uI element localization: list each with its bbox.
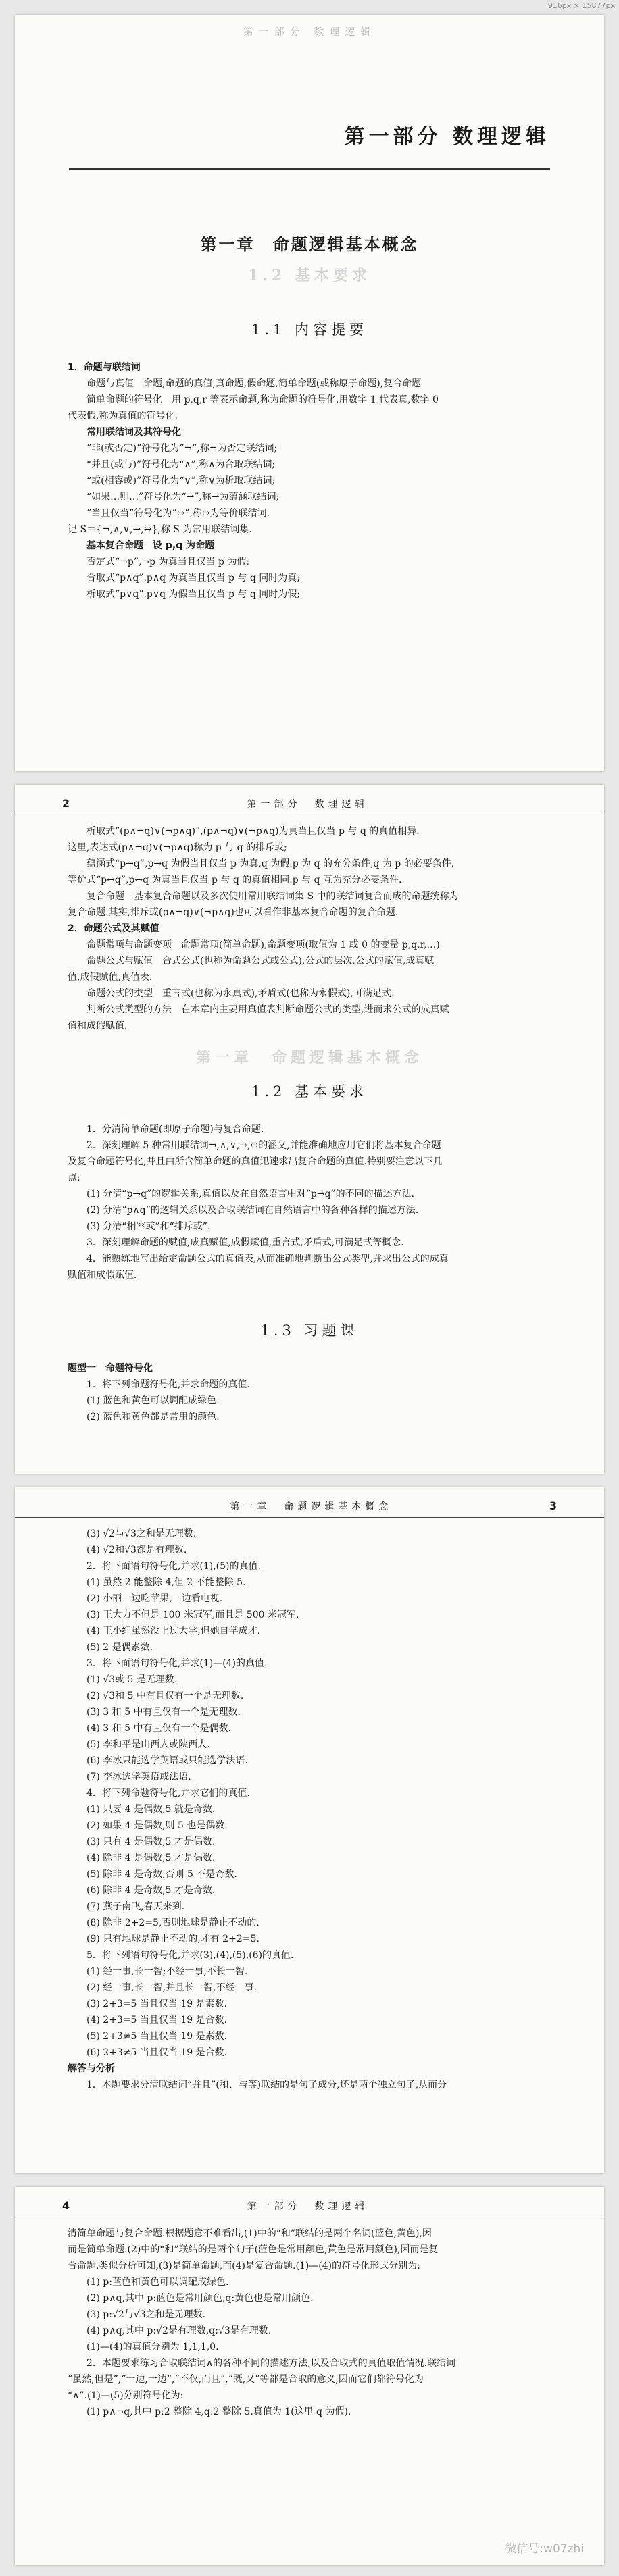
text-line: 3．深刻理解命题的赋值,成真赋值,成假赋值,重言式,矛盾式,可满足式等概念. xyxy=(86,1237,404,1248)
section-body xyxy=(15,1360,604,1425)
text-line: (1) 蓝色和黄色可以调配成绿色. xyxy=(86,1395,220,1406)
chapter-name: 命题逻辑基本概念 xyxy=(272,234,419,254)
text-line: (5) 除非 4 是奇数,否则 5 不是奇数. xyxy=(86,1869,237,1880)
text-line: (6) 李冰只能选学英语或只能选学法语. xyxy=(86,1755,248,1766)
text-line: “或(相容或)”符号化为“∨”,称∨为析取联结词; xyxy=(86,475,276,486)
text-line: 常用联结词及其符号化 xyxy=(86,427,181,438)
watermark-text: 微信号:w07zhi xyxy=(505,2542,584,2556)
text-line: 4．将下列命题符号化,并求它们的真值. xyxy=(86,1788,250,1799)
book-page-2 xyxy=(15,785,604,1474)
text-line: (4) p∧q,其中 p:√2是有理数,q:√3是有理数. xyxy=(86,2325,272,2336)
text-line: 合命题.类似分析可知,(3)是简单命题,而(4)是复合命题.(1)—(4)的符号化形式分别为: xyxy=(68,2261,420,2271)
bleed-through-title: 1.2 基本要求 xyxy=(248,267,371,284)
part-title-rule xyxy=(69,168,550,170)
text-line: 合取式“p∧q”,p∧q 为真当且仅当 p 与 q 同时为真; xyxy=(86,573,300,584)
text-line: 2．本题要求练习合取联结词∧的各种不同的描述方法,以及合取式的真值取值情况.联结词 xyxy=(86,2358,456,2369)
text-line: “虽然,但是”,“一边,一边”,“不仅,而且”,“既,又”等都是合取的意义,因而它们都符号化为 xyxy=(68,2374,424,2385)
text-line: (1) 经一事,长一智;不经一事,不长一智. xyxy=(86,1966,248,1977)
text-line: 2．将下面语句符号化,并求(1),(5)的真值. xyxy=(86,1561,261,1572)
book-page-4 xyxy=(15,2187,604,2565)
bleed-through-title: 第一章 命题逻辑基本概念 xyxy=(195,1049,423,1066)
text-line: 解答与分析 xyxy=(68,2063,115,2074)
section-title-1-3: 1.3 习题课 xyxy=(260,1322,359,1339)
text-line: 点: xyxy=(68,1173,80,1183)
part-title: 第一部分 数理逻辑 xyxy=(344,125,550,149)
text-line: (8) 除非 2+2=5,否则地球是静止不动的. xyxy=(86,1917,259,1928)
text-line: (5) 2+3≠5 当且仅当 19 是素数. xyxy=(86,2031,228,2042)
text-line: 1．本题要求分清联结词“并且”(和、与等)联结的是句子成分,还是两个独立句子,从而分 xyxy=(86,2080,447,2090)
text-line: (4) 2+3=5 当且仅当 19 是合数. xyxy=(86,2015,228,2026)
text-line: 析取式“(p∧¬q)∨(¬p∧q)”,(p∧¬q)∨(¬p∧q)为真当且仅当 p 与 q 的真值相异. xyxy=(86,826,420,837)
text-line: (4) 除非 4 是偶数,5 才是偶数. xyxy=(86,1853,216,1863)
text-line: (2) 蓝色和黄色都是常用的颜色. xyxy=(86,1412,220,1422)
text-line: 赋值和成假赋值. xyxy=(68,1270,137,1281)
text-line: (2) 经一事,长一智,并且长一智,不经一事. xyxy=(86,1982,257,1993)
text-line: (9) 只有地球是静止不动的,才有 2+2=5. xyxy=(86,1934,259,1944)
text-line: 基本复合命题 设 p,q 为命题 xyxy=(86,540,215,551)
page-number: 3 xyxy=(549,1499,557,1512)
text-line: (5) 李和平是山西人或陕西人. xyxy=(86,1739,210,1750)
section-body xyxy=(15,2225,604,2420)
text-line: 蕴涵式“p→q”,p→q 为假当且仅当 p 为真,q 为假.p 为 q 的充分条件,q 为 p 的必要条件. xyxy=(86,858,455,869)
text-line: (3) 分清“相容或”和“排斥或”. xyxy=(86,1221,211,1232)
text-line: “并且(或与)”符号化为“∧”,称∧为合取联结词; xyxy=(86,459,276,470)
chapter-number: 第一章 xyxy=(200,234,255,254)
text-line: (2) √3和 5 中有且仅有一个是无理数. xyxy=(86,1691,244,1701)
text-line: (1) p∧¬q,其中 p:2 整除 4,q:2 整除 5.真值为 1(这里 q 为假). xyxy=(86,2406,351,2417)
text-line: 简单命题的符号化 用 p,q,r 等表示命题,称为命题的符号化.用数字 1 代表真,数字 0 xyxy=(86,394,439,405)
text-line: 1．将下列命题符号化,并求命题的真值. xyxy=(86,1379,250,1390)
text-line: (4) 王小红虽然没上过大学,但她自学成才. xyxy=(86,1626,261,1637)
text-line: 值,成假赋值,真值表. xyxy=(68,972,153,983)
running-title: 第一部分 数理逻辑 xyxy=(247,2201,369,2212)
text-line: (1) 只要 4 是偶数,5 就是奇数. xyxy=(86,1804,216,1815)
book-page-1 xyxy=(15,15,604,771)
text-line: 题型一 命题符号化 xyxy=(68,1363,153,1374)
text-line: 清简单命题与复合命题.根据题意不难看出,(1)中的“和”联结的是两个名词(蓝色,黄色),因 xyxy=(68,2228,432,2239)
text-line: 记 S＝{¬,∧,∨,→,↔},称 S 为常用联结词集. xyxy=(68,524,252,535)
text-line: 代表假,称为真值的符号化. xyxy=(68,411,178,421)
image-size-label: 916px × 15877px xyxy=(547,1,615,10)
running-title: 第一部分 数理逻辑 xyxy=(247,799,369,810)
text-line: 析取式“p∨q”,p∨q 为假当且仅当 p 与 q 同时为假; xyxy=(86,589,300,600)
text-line: 这里,表达式(p∧¬q)∨(¬p∧q)称为 p 与 q 的排斥或; xyxy=(68,842,287,853)
text-line: 命题公式的类型 重言式(也称为永真式),矛盾式(也称为永假式),可满足式. xyxy=(86,988,395,999)
text-line: (1) p:蓝色和黄色可以调配成绿色. xyxy=(86,2277,229,2288)
section-title-1-2: 1.2 基本要求 xyxy=(251,1083,368,1100)
running-header xyxy=(15,2187,604,2217)
text-line: (4) 3 和 5 中有且仅有一个是偶数. xyxy=(86,1723,231,1734)
text-line: 5．将下列语句符号化,并求(3),(4),(5),(6)的真值. xyxy=(86,1950,294,1961)
chapter-title xyxy=(15,231,604,255)
text-line: 等价式“p↔q”,p↔q 为真当且仅当 p 与 q 的真值相同.p 与 q 互为充分必要条件. xyxy=(68,875,402,885)
faint-running-header: 第一部分 数理逻辑 xyxy=(243,26,376,38)
text-line: (3) 2+3=5 当且仅当 19 是素数. xyxy=(86,1999,228,2009)
text-line: 4．能熟练地写出给定命题公式的真值表,从而准确地判断出公式类型,并求出公式的成真 xyxy=(86,1254,449,1264)
running-title: 第一章 命题逻辑基本概念 xyxy=(230,1501,393,1512)
text-line: (2) p∧q,其中 p:蓝色是常用颜色,q:黄色也是常用颜色. xyxy=(86,2293,314,2304)
text-line: “非(或否定)”符号化为“¬”,称¬为否定联结词; xyxy=(86,443,278,454)
text-line: 1．命题与联结词 xyxy=(68,362,141,373)
text-line: (3) 3 和 5 中有且仅有一个是无理数. xyxy=(86,1707,241,1718)
text-line: 及复合命题符号化,并且由所含简单命题的真值迅速求出复合命题的真值.特别要注意以下几 xyxy=(68,1156,443,1167)
text-line: (6) 2+3≠5 当且仅当 19 是合数. xyxy=(86,2047,228,2058)
text-line: (1) √3或 5 是无理数. xyxy=(86,1674,178,1685)
text-line: “∧”.(1)—(5)分别符号化为: xyxy=(68,2390,184,2401)
text-line: (1) 分清“p→q”的逻辑关系,真值以及在自然语言中对“p→q”的不同的描述方法. xyxy=(86,1189,415,1200)
text-line: 值和成假赋值. xyxy=(68,1021,128,1031)
text-line: (3) p:√2与√3之和是无理数. xyxy=(86,2309,206,2320)
text-line: 2．深刻理解 5 种常用联结词¬,∧,∨,→,↔的涵义,并能准确地应用它们将基本复合命题 xyxy=(86,1140,441,1151)
text-line: “如果…则…”符号化为“→”,称→为蕴涵联结词; xyxy=(86,492,280,503)
text-line: 否定式“¬p”,¬p 为真当且仅当 p 为假; xyxy=(86,557,250,567)
text-line: 判断公式类型的方法 在本章内主要用真值表判断命题公式的类型,进而求公式的成真赋 xyxy=(86,1004,449,1015)
book-page-3 xyxy=(15,1487,604,2173)
section-body xyxy=(15,1526,604,2093)
text-line: (3) √2与√3之和是无理数. xyxy=(86,1528,197,1539)
text-line: (2) 分清“p∧q”的逻辑关系以及合取联结词在自然语言中的各种各样的描述方法. xyxy=(86,1205,419,1216)
text-line: 而是简单命题.(2)中的“和”联结的是两个句子(蓝色是常用颜色,黄色是常用颜色),因而是复 xyxy=(68,2244,439,2255)
text-line: “当且仅当”符号化为“↔”,称↔为等价联结词. xyxy=(86,508,270,519)
text-line: (2) 小丽一边吃苹果,一边看电视. xyxy=(86,1593,223,1604)
page-number: 4 xyxy=(62,2199,70,2212)
text-line: (1)—(4)的真值分别为 1,1,1,0. xyxy=(86,2342,219,2352)
section-body xyxy=(15,359,604,602)
text-line: 命题常项与命题变项 命题常项(简单命题),命题变项(取值为 1 或 0 的变量 p,q,r,…) xyxy=(86,939,440,950)
text-line: (1) 虽然 2 能整除 4,但 2 不能整除 5. xyxy=(86,1577,246,1588)
section-body xyxy=(15,1121,604,1283)
text-line: (4) √2和√3都是有理数. xyxy=(86,1545,187,1555)
page-number: 2 xyxy=(62,797,70,810)
text-line: (3) 只有 4 是偶数,5 才是偶数. xyxy=(86,1836,216,1847)
running-header xyxy=(15,1487,604,1518)
section-body xyxy=(15,823,604,1034)
text-line: 命题与真值 命题,命题的真值,真命题,假命题,简单命题(或称原子命题),复合命题 xyxy=(86,378,422,389)
text-line: 复合命题 基本复合命题以及多次使用常用联结词集 S 中的联结词复合而成的命题统称为 xyxy=(86,891,459,902)
text-line: (3) 王大力不但是 100 米冠军,而且是 500 米冠军. xyxy=(86,1609,299,1620)
text-line: 3．将下面语句符号化,并求(1)—(4)的真值. xyxy=(86,1658,268,1669)
section-title-1-1: 1.1 内容提要 xyxy=(251,321,368,338)
text-line: (2) 如果 4 是偶数,则 5 也是偶数. xyxy=(86,1820,228,1831)
text-line: (5) 2 是偶素数. xyxy=(86,1642,153,1653)
text-line: (6) 除非 4 是奇数,5 才是奇数. xyxy=(86,1885,216,1896)
text-line: 复合命题.其实,排斥或(p∧¬q)∨(¬p∧q)也可以看作非基本复合命题的复合命题. xyxy=(68,907,399,918)
text-line: 1．分清简单命题(即原子命题)与复合命题. xyxy=(86,1124,264,1135)
text-line: (7) 李冰选学英语或法语. xyxy=(86,1772,191,1782)
text-line: (7) 燕子南飞,春天来到. xyxy=(86,1901,185,1912)
text-line: 2．命题公式及其赋值 xyxy=(68,923,159,934)
running-header xyxy=(15,785,604,815)
text-line: 命题公式与赋值 合式公式(也称为命题公式或公式),公式的层次,公式的赋值,成真赋 xyxy=(86,956,435,967)
